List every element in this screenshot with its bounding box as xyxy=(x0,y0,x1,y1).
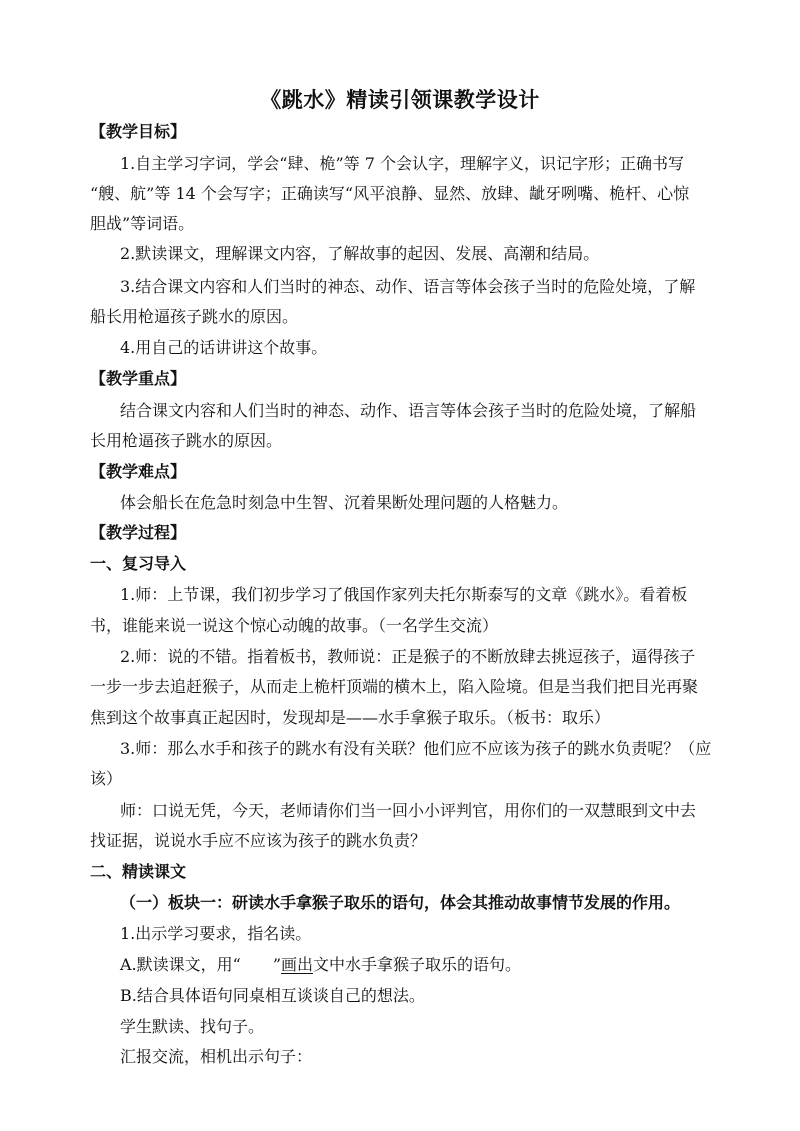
part-heading-review: 一、复习导入 xyxy=(90,554,187,573)
goal-item-4: 4.用自己的话讲讲这个故事。 xyxy=(120,338,328,357)
key-points-line-1: 结合课文内容和人们当时的神态、动作、语言等体会孩子当时的危险处境，了解船 xyxy=(120,401,697,420)
goal-item-2: 2.默读课文，理解课文内容，了解故事的起因、发展、高潮和结局。 xyxy=(120,244,600,263)
step-report-share: 汇报交流，相机出示句子： xyxy=(120,1047,313,1066)
goal-item-1-line-1: 1.自主学习字词，学会“肆、桅”等 7 个会认字，理解字义，识记字形；正确书写 xyxy=(120,154,684,173)
step-a-suffix: 文中水手拿猴子取乐的语句。 xyxy=(313,955,522,974)
review-paragraph-3-line-2: 该） xyxy=(90,769,123,788)
goal-item-1-line-3: 胆战”等词语。 xyxy=(90,214,195,233)
step-students-read: 学生默读、找句子。 xyxy=(120,1017,265,1036)
goal-item-3-line-1: 3.结合课文内容和人们当时的神态、动作、语言等体会孩子当时的危险处境，了解 xyxy=(120,277,696,296)
key-points-line-2: 长用枪逼孩子跳水的原因。 xyxy=(90,431,283,450)
review-paragraph-2-line-2: 一步一步去追赶猴子，从而走上桅杆顶端的横木上，陷入险境。但是当我们把目光再聚 xyxy=(90,677,699,696)
block-one-heading: （一）板块一：研读水手拿猴子取乐的语句，体会其推动故事情节发展的作用。 xyxy=(120,893,681,912)
review-paragraph-2-line-1: 2.师：说的不错。指着板书，教师说：正是猴子的不断放肆去挑逗孩子，逼得孩子 xyxy=(120,647,696,666)
difficulties-line-1: 体会船长在危急时刻急中生智、沉着果断处理问题的人格魅力。 xyxy=(120,493,569,512)
step-a xyxy=(120,954,521,976)
goal-item-3-line-2: 船长用枪逼孩子跳水的原因。 xyxy=(90,307,299,326)
review-paragraph-4-line-1: 师：口说无凭，今天，老师请你们当一回小小评判官，用你们的一双慧眼到文中去 xyxy=(120,801,697,820)
step-a-underlined: 画出 xyxy=(281,955,314,974)
step-a-prefix: A.默读课文，用“ ” xyxy=(120,955,282,974)
step-b: B.结合具体语句同桌相互谈谈自己的想法。 xyxy=(120,986,425,1005)
section-heading-difficulties: 【教学难点】 xyxy=(90,462,187,481)
review-paragraph-3-line-1: 3.师：那么水手和孩子的跳水有没有关联？他们应不应该为孩子的跳水负责呢？（应 xyxy=(120,739,712,758)
review-paragraph-4-line-2: 找证据，说说水手应不应该为孩子的跳水负责？ xyxy=(90,831,427,850)
review-paragraph-1-line-1: 1.师：上节课，我们初步学习了俄国作家列夫托尔斯泰写的文章《跳水》。看着板 xyxy=(120,585,688,604)
section-heading-key-points: 【教学重点】 xyxy=(90,369,187,388)
page-title: 《跳水》精读引领课教学设计 xyxy=(260,87,540,112)
goal-item-1-line-2: “艘、航”等 14 个会写字；正确读写“风平浪静、显然、放肆、龇牙咧嘴、桅杆、心惊 xyxy=(90,184,690,203)
review-paragraph-2-line-3: 焦到这个故事真正起因时，发现却是——水手拿猴子取乐。（板书：取乐） xyxy=(90,708,611,727)
review-paragraph-1-line-2: 书，谁能来说一说这个惊心动魄的故事。（一名学生交流） xyxy=(90,616,499,635)
section-heading-goals: 【教学目标】 xyxy=(90,122,187,141)
step-1: 1.出示学习要求，指名读。 xyxy=(120,924,312,943)
part-heading-close-reading: 二、精读课文 xyxy=(90,862,187,881)
section-heading-process: 【教学过程】 xyxy=(90,523,187,542)
